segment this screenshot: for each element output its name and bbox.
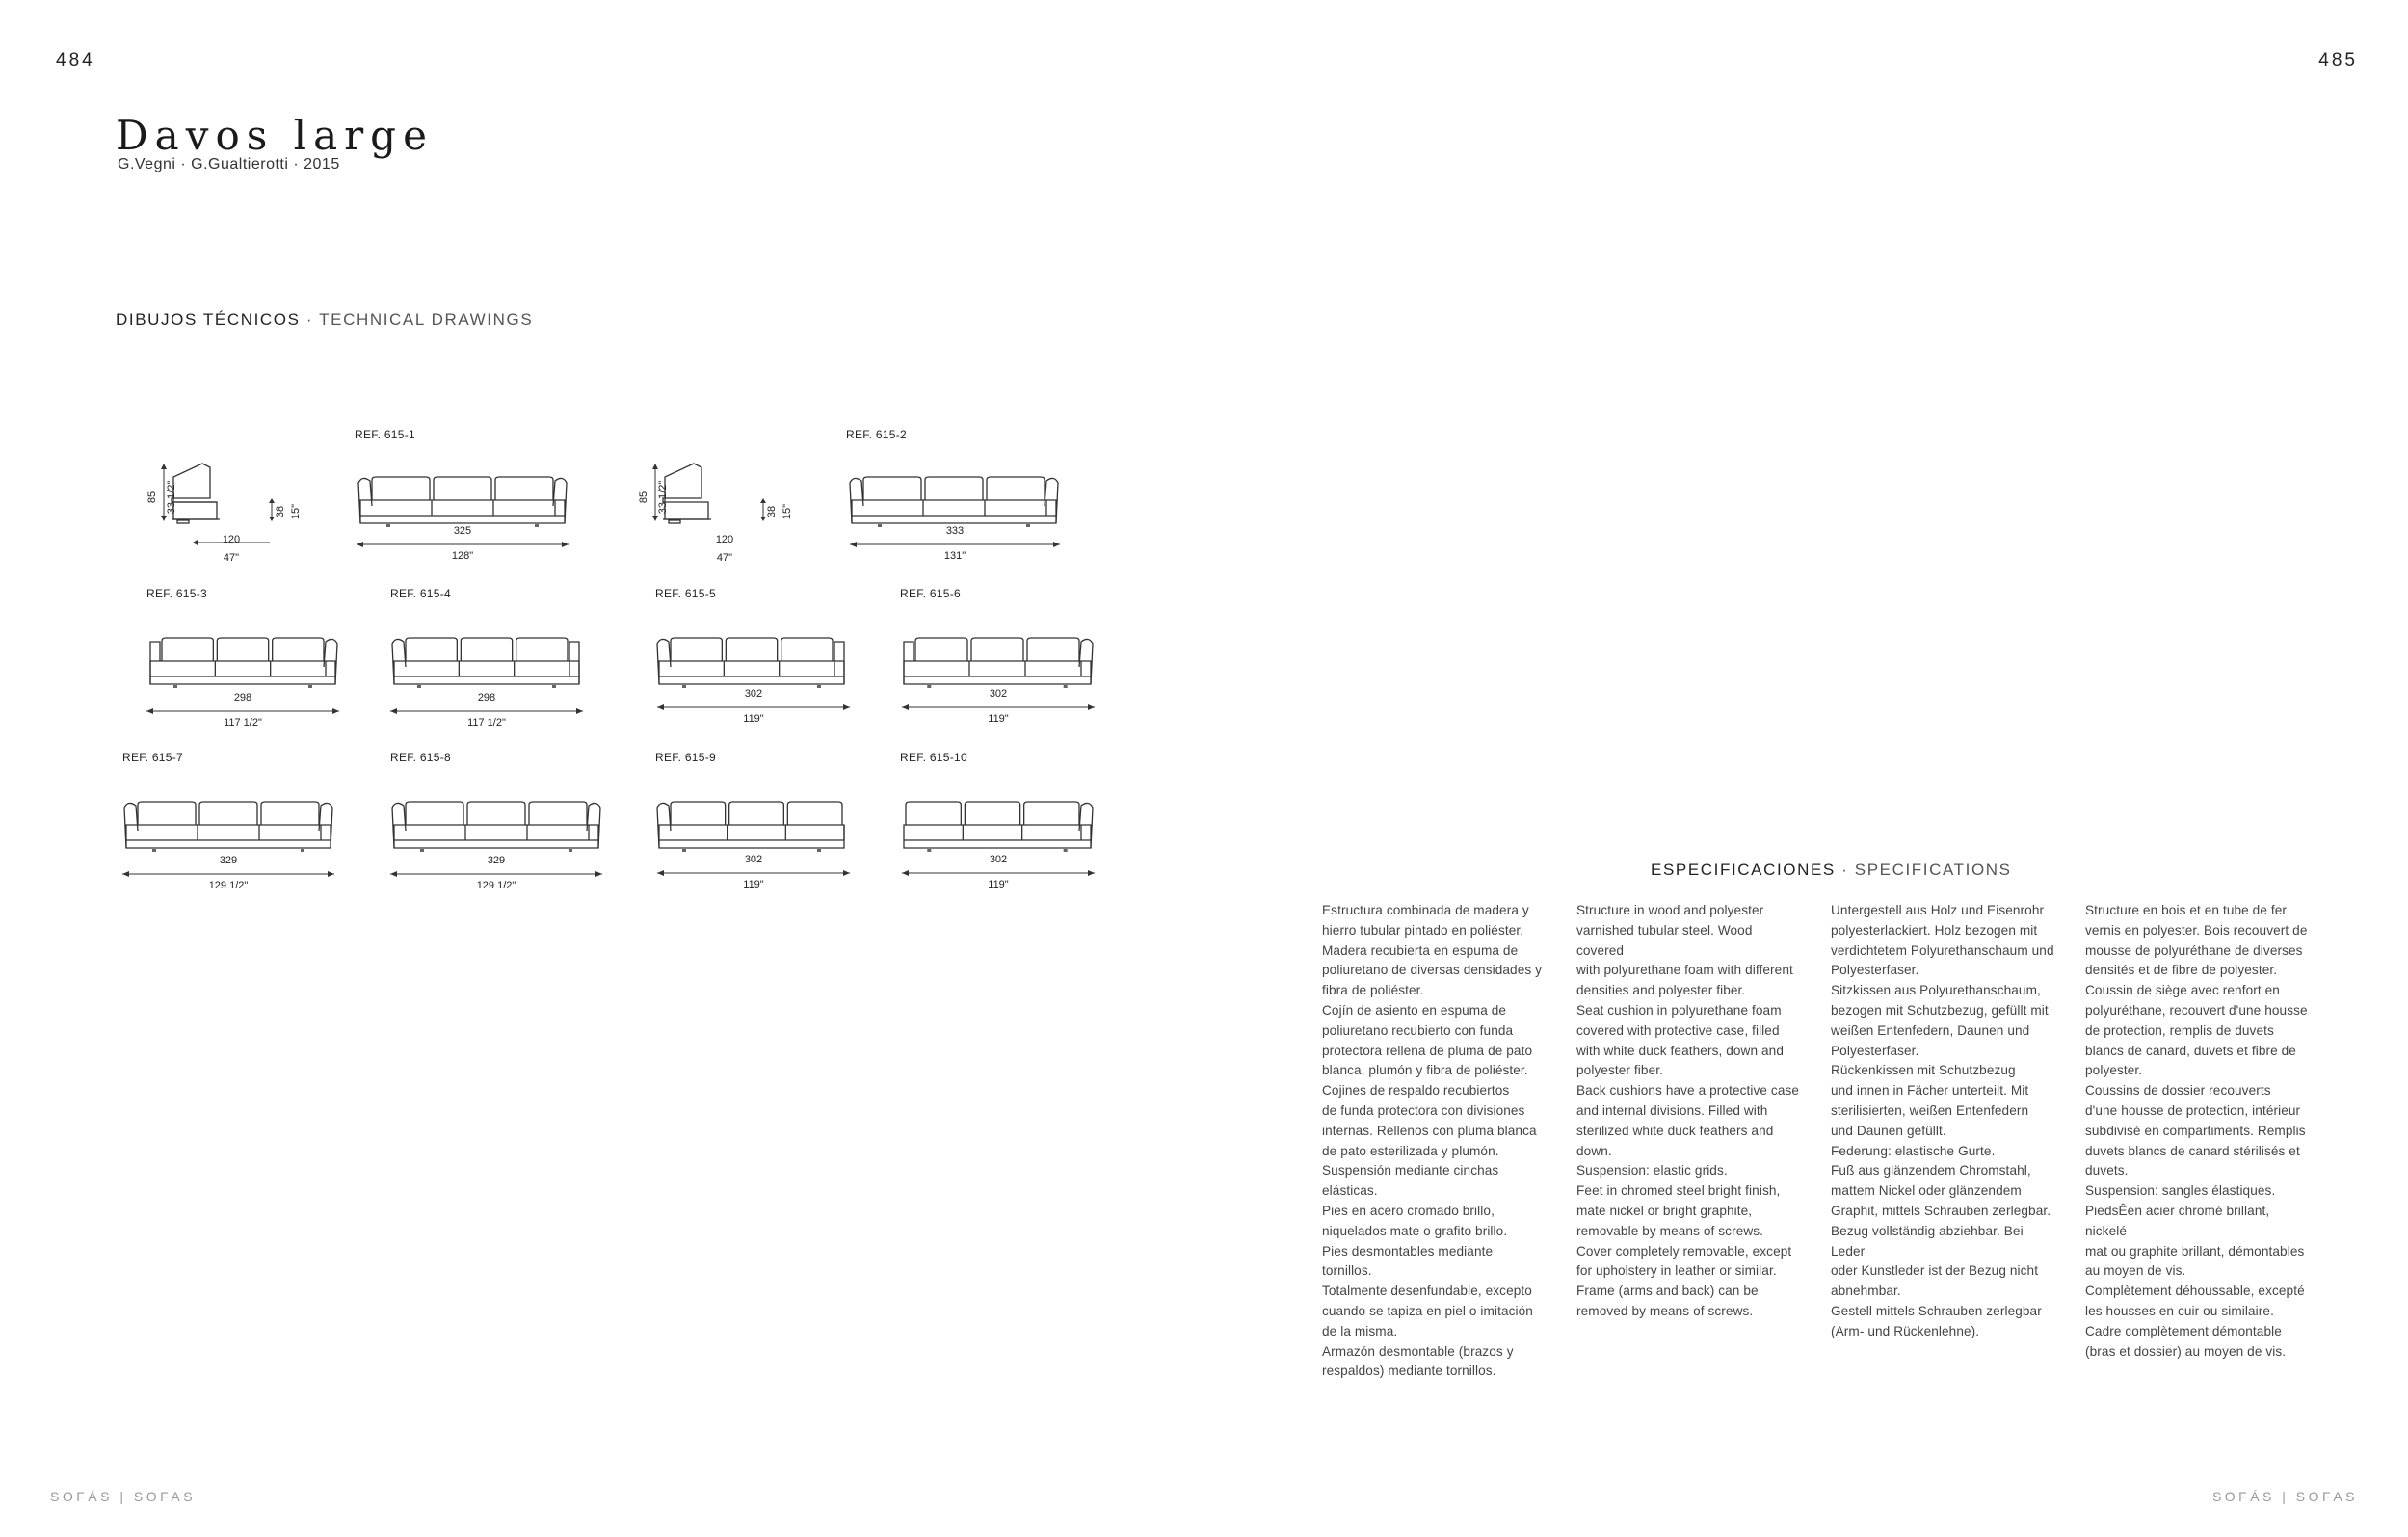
spec-line: Structure en bois et en tube de fer — [2085, 903, 2288, 917]
sofa-foot — [308, 685, 312, 688]
spec-line: de funda protectora con divisiones — [1322, 1102, 1525, 1118]
spec-line: und innen in Fächer unterteilt. Mit — [1831, 1083, 2029, 1099]
spec-line: fibra de poliéster. — [1322, 983, 1424, 998]
spec-line: PiedsÊen acier chromé brillant, nickelé — [2085, 1203, 2270, 1238]
dimension-line — [390, 870, 602, 878]
sofa-base — [904, 825, 1091, 848]
specs-heading-en: SPECIFICATIONS — [1854, 861, 2012, 879]
sofa-base — [659, 661, 844, 684]
dimension-line — [902, 703, 1095, 711]
spec-line: down. — [1576, 1143, 1612, 1158]
drawing-ref: REF. 615-7 — [122, 751, 184, 764]
sofa-base — [126, 825, 331, 848]
spec-line: polyester. — [2085, 1063, 2143, 1078]
spec-line: blancs de canard, duvets et fibre de — [2085, 1043, 2296, 1058]
spec-line: and internal divisions. Filled with — [1576, 1102, 1768, 1118]
spec-line: densities and polyester fiber. — [1576, 983, 1746, 998]
armrest — [150, 642, 160, 684]
back-cushion — [671, 802, 726, 825]
sofa-front-view — [900, 792, 1095, 860]
sofa-foot — [152, 849, 156, 852]
specs-column-fr — [2085, 901, 2309, 1362]
dimension-line — [902, 869, 1095, 877]
sofa-base — [394, 661, 579, 684]
spec-line: les housses en cuir ou similaire. — [2085, 1303, 2274, 1318]
drawing-ref: REF. 615-5 — [655, 587, 717, 600]
side-1-depth-in: 47" — [223, 552, 240, 564]
spec-line: cuando se tapiza en piel o imitación — [1322, 1303, 1533, 1318]
sofa-base — [394, 825, 598, 848]
back-cushion — [1027, 638, 1079, 661]
back-cushion — [863, 477, 921, 500]
specs-heading-sep: · — [1835, 861, 1855, 879]
dimension-in: 129 1/2" — [476, 880, 516, 891]
side-1-seat-cm: 38 — [275, 505, 286, 518]
back-cushion — [461, 638, 512, 661]
back-cushion — [162, 638, 213, 661]
dimension-cm: 325 — [453, 525, 472, 537]
armrest — [569, 642, 579, 684]
spec-line: (Arm- und Rückenlehne). — [1831, 1323, 1980, 1338]
spec-line: Back cushions have a protective case — [1576, 1083, 1800, 1099]
spec-line: poliuretano de diversas densidades y — [1322, 963, 1543, 978]
armrest — [834, 642, 844, 684]
back-cushion — [495, 477, 553, 500]
sofa-foot — [301, 849, 304, 852]
spec-line: mattem Nickel oder glänzendem — [1831, 1183, 2022, 1199]
side-2-height-cm: 85 — [638, 490, 649, 504]
spec-line: Cover completely removable, except — [1576, 1243, 1792, 1259]
sofa-foot — [417, 685, 421, 688]
dimension-cm: 333 — [945, 525, 965, 537]
drawings-heading-sep: · — [300, 310, 320, 329]
spec-line: polyuréthane, recouvert d'une housse — [2085, 1002, 2308, 1018]
back-cushion — [965, 802, 1019, 825]
spec-line: Structure in wood and polyester — [1576, 903, 1764, 917]
side-1-seat-in: 15" — [290, 503, 302, 520]
page-number-left: 484 — [56, 50, 95, 70]
side-1-depth-cm: 120 — [222, 534, 241, 545]
spec-line: removable by means of screws. — [1576, 1223, 1764, 1238]
spec-line: Gestell mittels Schrauben zerlegbar — [1831, 1303, 2042, 1318]
back-cushion — [971, 638, 1023, 661]
spec-line: internas. Rellenos con pluma blanca — [1322, 1123, 1537, 1138]
sofa-foot — [817, 849, 821, 852]
spec-line: de pato esterilizada y plumón. — [1322, 1143, 1499, 1158]
sofa-front-view — [390, 628, 583, 696]
side-2-depth-in: 47" — [716, 552, 733, 564]
back-cushion — [787, 802, 842, 825]
spec-line: Seat cushion in polyurethane foam — [1576, 1002, 1782, 1018]
sofa-front-view — [390, 792, 602, 860]
spec-line: for upholstery in leather or similar. — [1576, 1263, 1777, 1279]
back-cushion — [138, 802, 196, 825]
spec-line: respaldos) mediante tornillos. — [1322, 1364, 1496, 1379]
spec-line: Bezug vollständig abziehbar. Bei Leder — [1831, 1223, 2024, 1259]
dimension-line — [850, 541, 1060, 548]
spec-line: Coussins de dossier recouverts — [2085, 1083, 2271, 1099]
back-cushion — [1024, 802, 1079, 825]
dimension-cm: 302 — [989, 688, 1008, 700]
back-cushion — [372, 477, 430, 500]
sofa-front-view — [122, 792, 334, 860]
spec-line: Cojín de asiento en espuma de — [1322, 1002, 1507, 1018]
back-cushion — [987, 477, 1045, 500]
spec-line: Cadre complètement démontable — [2085, 1323, 2282, 1338]
spec-line: Polyesterfaser. — [1831, 1043, 1919, 1058]
sofa-foot — [552, 685, 556, 688]
dimension-cm: 302 — [989, 854, 1008, 865]
specs-column-es — [1322, 901, 1546, 1382]
dimension-line — [146, 707, 339, 715]
back-cushion — [516, 638, 568, 661]
sofa-foot — [927, 849, 931, 852]
drawing-ref: REF. 615-8 — [390, 751, 452, 764]
back-cushion — [906, 802, 961, 825]
back-cushion — [726, 638, 777, 661]
spec-line: subdivisé en compartiments. Remplis — [2085, 1123, 2306, 1138]
spec-line: Complètement déhoussable, excepté — [2085, 1284, 2305, 1299]
dimension-line — [390, 707, 583, 715]
spec-line: Untergestell aus Holz und Eisenrohr — [1831, 903, 2045, 917]
spec-line: varnished tubular steel. Wood covered — [1576, 922, 1753, 958]
sofa-base — [904, 661, 1091, 684]
back-cushion — [406, 802, 463, 825]
spec-line: densités et de fibre de polyester. — [2085, 963, 2278, 978]
spec-line: duvets blancs de canard stérilisés et — [2085, 1143, 2300, 1158]
dimension-in: 129 1/2" — [208, 880, 249, 891]
sofa-base — [360, 500, 565, 523]
spec-line: bezogen mit Schutzbezug, gefüllt mit — [1831, 1002, 2049, 1018]
back-cushion — [729, 802, 784, 825]
drawings-heading-en: TECHNICAL DRAWINGS — [319, 310, 534, 329]
product-title: Davos large — [116, 112, 434, 159]
drawing-ref: REF. 615-1 — [355, 428, 416, 441]
spec-line: sterilized white duck feathers and — [1576, 1123, 1774, 1138]
dimension-cm: 298 — [477, 692, 496, 703]
spec-line: Cojines de respaldo recubiertos — [1322, 1083, 1510, 1099]
back-cushion — [671, 638, 722, 661]
spec-line: mousse de polyuréthane de diverses — [2085, 942, 2303, 958]
back-cushion — [217, 638, 268, 661]
spec-line: protectora rellena de pluma de pato — [1322, 1043, 1533, 1058]
dimension-in: 117 1/2" — [467, 717, 506, 729]
dimension-cm: 329 — [219, 855, 238, 866]
footer-left: SOFÁS | SOFAS — [50, 1489, 197, 1504]
sofa-base — [150, 661, 335, 684]
footer-right: SOFÁS | SOFAS — [2211, 1489, 2358, 1504]
dimension-in: 131" — [943, 550, 966, 562]
drawings-heading — [116, 310, 533, 330]
side-1-height-cm: 85 — [146, 490, 158, 504]
spec-line: Polyesterfaser. — [1831, 963, 1919, 978]
spec-line: removed by means of screws. — [1576, 1303, 1754, 1318]
spec-line: abnehmbar. — [1831, 1284, 1901, 1299]
spec-line: covered with protective case, filled — [1576, 1022, 1780, 1038]
drawing-ref: REF. 615-9 — [655, 751, 717, 764]
sofa-base — [852, 500, 1056, 523]
dimension-in: 117 1/2" — [224, 717, 262, 729]
spec-line: with polyurethane foam with different — [1576, 963, 1793, 978]
back-cushion — [781, 638, 833, 661]
spec-line: de protection, remplis de duvets — [2085, 1022, 2274, 1038]
sofa-front-view — [146, 628, 339, 696]
back-cushion — [915, 638, 967, 661]
specs-column-en — [1576, 901, 1800, 1322]
back-cushion — [467, 802, 525, 825]
dimension-line — [122, 870, 334, 878]
spec-line: (bras et dossier) au moyen de vis. — [2085, 1343, 2287, 1359]
spec-line: Coussin de siège avec renfort en — [2085, 983, 2280, 998]
spec-line: Feet in chromed steel bright finish, — [1576, 1183, 1781, 1199]
spec-line: Totalmente desenfundable, excepto — [1322, 1284, 1532, 1299]
spec-line: Suspension: elastic grids. — [1576, 1163, 1728, 1179]
dimension-cm: 329 — [487, 855, 506, 866]
spec-line: verdichtetem Polyurethanschaum und — [1831, 942, 2054, 958]
spec-line: Frame (arms and back) can be — [1576, 1284, 1759, 1299]
spec-line: Armazón desmontable (brazos y — [1322, 1343, 1514, 1359]
spec-line: Suspensión mediante cinchas elásticas. — [1322, 1163, 1499, 1199]
sofa-front-view — [900, 628, 1095, 696]
spec-line: duvets. — [2085, 1163, 2129, 1179]
spec-line: Suspension: sangles élastiques. — [2085, 1183, 2276, 1199]
sofa-foot — [173, 685, 177, 688]
specs-heading — [1651, 861, 2012, 880]
back-cushion — [261, 802, 319, 825]
dimension-line — [357, 541, 569, 548]
drawing-ref: REF. 615-4 — [390, 587, 452, 600]
dimension-in: 119" — [988, 879, 1009, 890]
side-1-height-in: 33 1/2" — [166, 480, 177, 515]
dimension-cm: 302 — [744, 688, 763, 700]
sofa-foot — [682, 849, 686, 852]
sofa-front-view — [655, 628, 848, 696]
specs-heading-es: ESPECIFICACIONES — [1651, 861, 1836, 879]
spec-line: au moyen de vis. — [2085, 1263, 2186, 1279]
sofa-foot — [569, 849, 572, 852]
spec-line: Pies en acero cromado brillo, — [1322, 1203, 1495, 1218]
specs-column-de — [1831, 901, 2054, 1342]
page-number-right: 485 — [2318, 50, 2358, 70]
spec-line: vernis en polyester. Bois recouvert de — [2085, 922, 2308, 938]
sofa-foot — [1064, 849, 1068, 852]
armrest — [904, 642, 913, 684]
spec-line: polyester fiber. — [1576, 1063, 1664, 1078]
spec-line: hierro tubular pintado en poliéster. — [1322, 922, 1524, 938]
sofa-foot — [420, 849, 424, 852]
side-2-seat-cm: 38 — [766, 505, 778, 518]
spec-line: blanca, plumón y fibra de poliéster. — [1322, 1063, 1528, 1078]
spec-line: Estructura combinada de madera y — [1322, 903, 1529, 917]
spec-line: Graphit, mittels Schrauben zerlegbar. — [1831, 1203, 2051, 1218]
dimension-in: 119" — [743, 713, 764, 725]
spec-line: Rückenkissen mit Schutzbezug — [1831, 1063, 2016, 1078]
spec-line: d'une housse de protection, intérieur — [2085, 1102, 2301, 1118]
dimension-line — [657, 703, 850, 711]
spec-line: Fuß aus glänzendem Chromstahl, — [1831, 1163, 2031, 1179]
spec-line: poliuretano recubierto con funda — [1322, 1022, 1514, 1038]
spec-line: mate nickel or bright graphite, — [1576, 1203, 1753, 1218]
product-designers: G.Vegni · G.Gualtierotti · 2015 — [118, 156, 340, 172]
side-2-seat-in: 15" — [781, 503, 793, 520]
dimension-in: 128" — [451, 550, 474, 562]
spec-line: sterilisierten, weißen Entenfedern — [1831, 1102, 2029, 1118]
spec-line: Sitzkissen aus Polyurethanschaum, — [1831, 983, 2041, 998]
spec-line: polyesterlackiert. Holz bezogen mit — [1831, 922, 2038, 938]
side-2-height-in: 33 1/2" — [657, 480, 669, 515]
drawing-ref: REF. 615-10 — [900, 751, 968, 764]
back-cushion — [434, 477, 491, 500]
spec-line: oder Kunstleder ist der Bezug nicht — [1831, 1263, 2039, 1279]
spec-line: Pies desmontables mediante tornillos. — [1322, 1243, 1494, 1279]
spec-line: with white duck feathers, down and — [1576, 1043, 1784, 1058]
sofa-base — [659, 825, 844, 848]
dimension-in: 119" — [988, 713, 1009, 725]
back-cushion — [406, 638, 457, 661]
spec-line: Madera recubierta en espuma de — [1322, 942, 1519, 958]
side-2-depth-cm: 120 — [715, 534, 734, 545]
dimension-line — [657, 869, 850, 877]
spec-line: de la misma. — [1322, 1323, 1398, 1338]
back-cushion — [925, 477, 983, 500]
dimension-cm: 298 — [233, 692, 252, 703]
sofa-front-view — [655, 792, 848, 860]
spec-line: niquelados mate o grafito brillo. — [1322, 1223, 1508, 1238]
spec-line: mat ou graphite brillant, démontables — [2085, 1243, 2305, 1259]
drawings-heading-es: DIBUJOS TÉCNICOS — [116, 310, 301, 329]
back-cushion — [199, 802, 257, 825]
drawing-ref: REF. 615-6 — [900, 587, 962, 600]
spec-line: weißen Entenfedern, Daunen und — [1831, 1022, 2030, 1038]
back-cushion — [273, 638, 324, 661]
back-cushion — [529, 802, 587, 825]
dimension-cm: 302 — [744, 854, 763, 865]
drawing-ref: REF. 615-3 — [146, 587, 208, 600]
spec-line: und Daunen gefüllt. — [1831, 1123, 1946, 1138]
spec-line: Federung: elastische Gurte. — [1831, 1143, 1996, 1158]
dimension-in: 119" — [743, 879, 764, 890]
drawing-ref: REF. 615-2 — [846, 428, 908, 441]
